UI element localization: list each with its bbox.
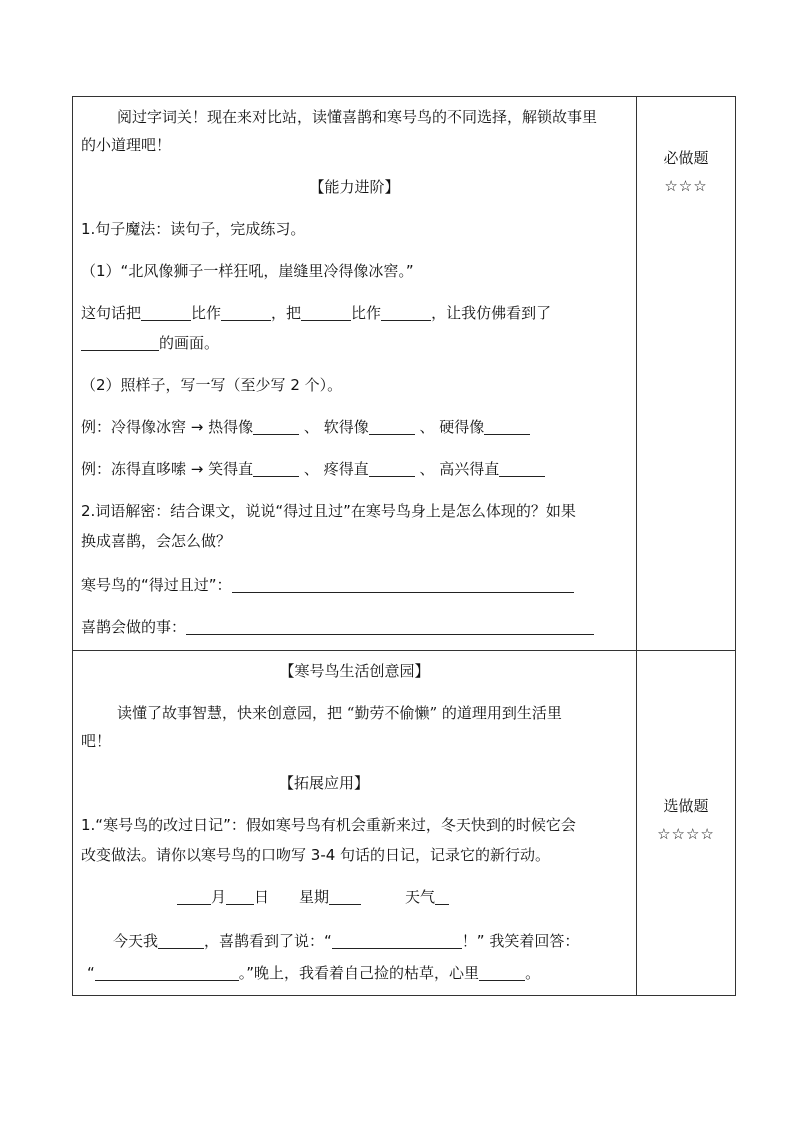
q2-answer-row-2 <box>81 617 594 637</box>
q2-answer-label-1: 寒号鸟的“得过且过”： <box>81 576 232 594</box>
diary-text: ，喜鹊看到了说：“ <box>204 932 332 950</box>
answer-blank[interactable] <box>253 418 299 435</box>
worksheet-table <box>72 96 736 996</box>
diary-week: 星期 <box>299 888 330 906</box>
section2-intro-line1: 读懂了故事智慧，快来创意园，把 “勤劳不偷懒” 的道理用到生活里 <box>117 704 562 722</box>
example1-item: 热得像 <box>208 418 254 436</box>
column-divider <box>636 97 637 995</box>
example1-item: 、 硬得像 <box>419 418 485 436</box>
example1-prefix: 例：冷得像冰窖 → <box>81 418 204 436</box>
answer-blank[interactable] <box>226 888 254 905</box>
section1-intro-line1: 阅过字词关！现在来对比站，读懂喜鹊和寒号鸟的不同选择，解锁故事里 <box>117 108 598 126</box>
section1-intro-line2: 的小道理吧！ <box>81 136 172 154</box>
answer-blank[interactable] <box>369 418 415 435</box>
diary-day: 日 <box>254 888 270 906</box>
q2-answer-row-1 <box>81 575 574 595</box>
section2-sub-heading: 【拓展应用】 <box>279 774 370 792</box>
answer-blank[interactable] <box>301 304 351 321</box>
answer-blank[interactable] <box>81 334 159 351</box>
q1-text-e: ，让我仿佛看到了 <box>431 304 552 322</box>
answer-blank[interactable] <box>369 460 415 477</box>
q2-answer-label-2: 喜鹊会做的事： <box>81 618 187 636</box>
answer-blank[interactable] <box>332 932 462 949</box>
required-label: 必做题 <box>663 149 709 167</box>
q1-text-f: 的画面。 <box>159 334 220 352</box>
optional-label: 选做题 <box>663 797 709 815</box>
section2-heading: 【寒号鸟生活创意园】 <box>279 662 430 680</box>
diary-text: 。”晚上，我看着自己捡的枯草，心里 <box>238 964 480 982</box>
diary-q-line1: 1.“寒号鸟的改过日记”：假如寒号鸟有机会重新来过，冬天快到的时候它会 <box>81 816 576 834</box>
answer-blank[interactable] <box>435 888 449 905</box>
q1-simile-line <box>81 303 551 323</box>
row-divider <box>73 650 735 651</box>
q1-text-d: 比作 <box>351 304 382 322</box>
section2-intro-line2: 吧！ <box>81 732 112 750</box>
q1-text-c: ，把 <box>271 304 302 322</box>
section1-heading: 【能力进阶】 <box>309 178 400 196</box>
answer-line[interactable] <box>232 576 574 593</box>
q1-sentence: （1）“北风像狮子一样狂吼，崖缝里冷得像冰窖。” <box>81 262 414 280</box>
diary-text: 今天我 <box>113 932 159 950</box>
answer-blank[interactable] <box>221 304 271 321</box>
answer-blank[interactable] <box>253 460 299 477</box>
star-rating: ☆☆☆☆ <box>657 825 715 843</box>
q1-simile-line2 <box>81 333 219 353</box>
diary-text: “ <box>87 964 95 982</box>
q2-line2: 换成喜鹊，会怎么做？ <box>81 532 232 550</box>
q1-text-b: 比作 <box>191 304 222 322</box>
example-row-2 <box>81 459 545 479</box>
example2-prefix: 例：冻得直哆嗦 → <box>81 460 204 478</box>
example2-item: 、 疼得直 <box>303 460 369 478</box>
diary-date-row <box>177 887 449 907</box>
star-rating: ☆☆☆ <box>664 177 708 195</box>
diary-month: 月 <box>211 888 227 906</box>
answer-blank[interactable] <box>141 304 191 321</box>
answer-blank[interactable] <box>95 964 239 981</box>
diary-weather: 天气 <box>405 888 436 906</box>
answer-blank[interactable] <box>479 964 525 981</box>
diary-q-line2: 改变做法。请你以寒号鸟的口吻写 3-4 句话的日记，记录它的新行动。 <box>81 846 551 864</box>
example1-item: 、 软得像 <box>303 418 369 436</box>
diary-text: ！” 我笑着回答： <box>461 932 580 950</box>
answer-blank[interactable] <box>381 304 431 321</box>
example2-item: 、 高兴得直 <box>419 460 500 478</box>
q1-sub2: （2）照样子，写一写（至少写 2 个）。 <box>81 376 343 394</box>
diary-line-1 <box>113 931 579 951</box>
example-row-1 <box>81 417 530 437</box>
diary-line-2 <box>87 963 540 983</box>
q1-text-a: 这句话把 <box>81 304 142 322</box>
diary-text: 。 <box>525 964 541 982</box>
answer-blank[interactable] <box>499 460 545 477</box>
example2-item: 笑得直 <box>208 460 254 478</box>
answer-blank[interactable] <box>177 888 211 905</box>
q1-title: 1.句子魔法：读句子，完成练习。 <box>81 220 306 238</box>
q2-line1: 2.词语解密：结合课文，说说“得过且过”在寒号鸟身上是怎么体现的？如果 <box>81 502 576 520</box>
answer-blank[interactable] <box>484 418 530 435</box>
answer-blank[interactable] <box>329 888 361 905</box>
answer-line[interactable] <box>186 618 594 635</box>
answer-blank[interactable] <box>158 932 204 949</box>
